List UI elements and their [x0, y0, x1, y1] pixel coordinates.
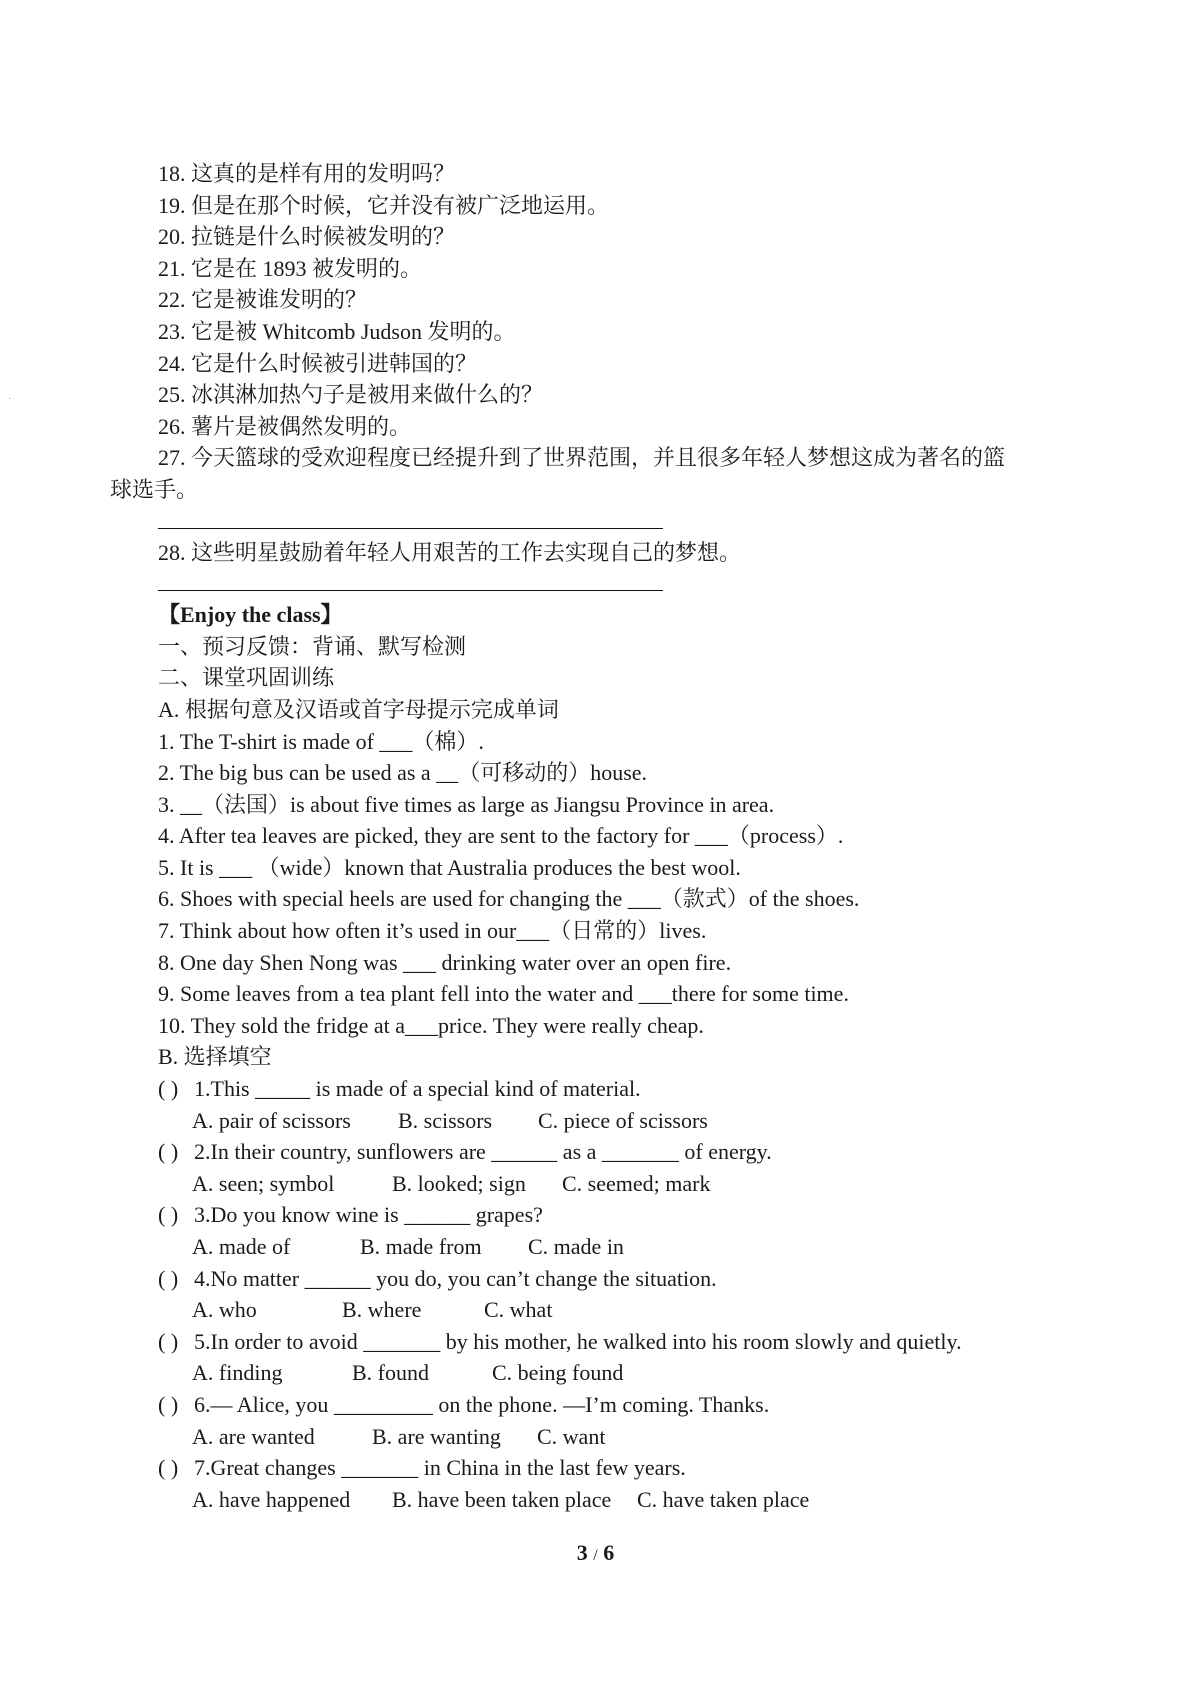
- option-b[interactable]: B. are wanting: [372, 1423, 501, 1449]
- translation-item: 22. 它是被谁发明的？: [158, 287, 368, 313]
- translation-item: 24. 它是什么时候被引进韩国的？: [158, 350, 478, 376]
- fill-in-item: 6. Shoes with special heels are used for changing the ___（款式）of the shoes.: [158, 886, 860, 912]
- choice-question: [110, 1073, 1090, 1105]
- scan-mark: ·: [8, 394, 12, 405]
- question-text: 7.Great changes _______ in China in the last few years.: [194, 1455, 686, 1481]
- option-c[interactable]: C. want: [537, 1423, 606, 1449]
- translation-item: 20. 拉链是什么时候被发明的？: [158, 224, 456, 250]
- translation-item: 25. 冰淇淋加热勺子是被用来做什么的？: [158, 382, 544, 408]
- choice-options: [110, 1357, 1090, 1389]
- page-total: 6: [603, 1540, 615, 1565]
- choice-question: [110, 1389, 1090, 1421]
- question-text: 3.Do you know wine is ______ grapes?: [194, 1202, 543, 1228]
- part-two-heading: 二、课堂巩固训练: [158, 665, 335, 691]
- choice-question: [110, 1136, 1090, 1168]
- choice-question: [110, 1326, 1090, 1358]
- question-text: 5.In order to avoid _______ by his mother, he walked into his room slowly and quietly.: [194, 1328, 962, 1354]
- answer-bracket[interactable]: ( ): [158, 1455, 179, 1481]
- option-a[interactable]: A. made of: [192, 1234, 291, 1259]
- choice-options: [110, 1168, 1090, 1200]
- option-c[interactable]: C. piece of scissors: [538, 1107, 708, 1133]
- question-text: 2.In their country, sunflowers are ______ as a _______ of energy.: [194, 1139, 772, 1165]
- answer-line[interactable]: [110, 568, 1090, 599]
- answer-line[interactable]: [110, 506, 1090, 537]
- question-text: 6.— Alice, you _________ on the phone. —I’m coming. Thanks.: [194, 1391, 770, 1417]
- page-number: [0, 1540, 1191, 1566]
- answer-bracket[interactable]: ( ): [158, 1202, 179, 1228]
- answer-bracket[interactable]: ( ): [158, 1265, 179, 1291]
- part-a-title: A. 根据句意及汉语或首字母提示完成单词: [158, 696, 559, 722]
- part-one-heading: 一、预习反馈：背诵、默写检测: [158, 633, 467, 659]
- option-c[interactable]: C. made in: [528, 1234, 624, 1259]
- option-a[interactable]: A. pair of scissors: [192, 1107, 351, 1133]
- translation-item: 21. 它是在 1893 被发明的。: [158, 255, 423, 281]
- option-a[interactable]: A. who: [192, 1297, 257, 1323]
- option-c[interactable]: C. seemed; mark: [562, 1170, 711, 1196]
- page-content: [110, 158, 1090, 1515]
- option-b[interactable]: B. found: [352, 1360, 429, 1386]
- part-b-title: B. 选择填空: [158, 1044, 272, 1070]
- choice-question: [110, 1199, 1090, 1231]
- fill-in-item: 8. One day Shen Nong was ___ drinking water over an open fire.: [158, 949, 732, 975]
- translation-item-27-continued: 球选手。: [110, 476, 199, 502]
- question-text: 4.No matter ______ you do, you can’t change the situation.: [194, 1265, 717, 1291]
- translation-item: 19. 但是在那个时候，它并没有被广泛地运用。: [158, 192, 610, 218]
- option-c[interactable]: C. have taken place: [637, 1486, 810, 1512]
- choice-question: [110, 1452, 1090, 1484]
- option-c[interactable]: C. what: [484, 1297, 553, 1323]
- choice-options: [110, 1105, 1090, 1137]
- option-b[interactable]: B. where: [342, 1297, 422, 1323]
- translation-list: [110, 158, 1090, 599]
- option-b[interactable]: B. made from: [360, 1234, 482, 1259]
- choice-options: [110, 1421, 1090, 1453]
- fill-in-item: 7. Think about how often it’s used in our___（日常的）lives.: [158, 918, 707, 944]
- fill-in-item: 9. Some leaves from a tea plant fell into the water and ___there for some time.: [158, 981, 849, 1007]
- fill-in-item: 1. The T-shirt is made of ___（棉）.: [158, 728, 484, 754]
- part-a-list: [110, 726, 1090, 1042]
- answer-bracket[interactable]: ( ): [158, 1076, 179, 1102]
- choice-options: [110, 1294, 1090, 1326]
- option-b[interactable]: B. looked; sign: [392, 1170, 526, 1196]
- option-c[interactable]: C. being found: [492, 1360, 624, 1386]
- part-b-list: [110, 1073, 1090, 1515]
- page-separator: /: [593, 1547, 598, 1564]
- fill-in-item: 4. After tea leaves are picked, they are sent to the factory for ___（process）.: [158, 823, 844, 849]
- answer-bracket[interactable]: ( ): [158, 1391, 179, 1417]
- translation-item: 26. 薯片是被偶然发明的。: [158, 413, 412, 439]
- option-a[interactable]: A. have happened: [192, 1486, 351, 1512]
- answer-bracket[interactable]: ( ): [158, 1139, 179, 1165]
- fill-in-item: 3. __（法国）is about five times as large as Jiangsu Province in area.: [158, 791, 775, 817]
- fill-in-item: 5. It is ___ （wide）known that Australia produces the best wool.: [158, 854, 741, 880]
- translation-item: 18. 这真的是样有用的发明吗？: [158, 161, 456, 186]
- choice-question: [110, 1263, 1090, 1295]
- translation-item-27: 27. 今天篮球的受欢迎程度已经提升到了世界范围，并且很多年轻人梦想这成为著名的篮: [158, 445, 1006, 471]
- section-title: 【Enjoy the class】: [158, 602, 343, 628]
- fill-in-item: 10. They sold the fridge at a___price. They were really cheap.: [158, 1012, 704, 1038]
- option-b[interactable]: B. have been taken place: [392, 1486, 612, 1512]
- translation-item: 23. 它是被 Whitcomb Judson 发明的。: [158, 318, 516, 344]
- choice-options: [110, 1484, 1090, 1516]
- question-text: 1.This _____ is made of a special kind of material.: [194, 1076, 641, 1102]
- option-a[interactable]: A. are wanted: [192, 1423, 315, 1449]
- fill-in-item: 2. The big bus can be used as a __（可移动的）house.: [158, 760, 648, 786]
- answer-bracket[interactable]: ( ): [158, 1328, 179, 1354]
- option-a[interactable]: A. finding: [192, 1360, 283, 1386]
- option-a[interactable]: A. seen; symbol: [192, 1170, 335, 1196]
- option-b[interactable]: B. scissors: [398, 1107, 493, 1133]
- choice-options: [110, 1231, 1090, 1263]
- translation-item-28: 28. 这些明星鼓励着年轻人用艰苦的工作去实现自己的梦想。: [158, 539, 742, 565]
- page-current: 3: [576, 1540, 588, 1565]
